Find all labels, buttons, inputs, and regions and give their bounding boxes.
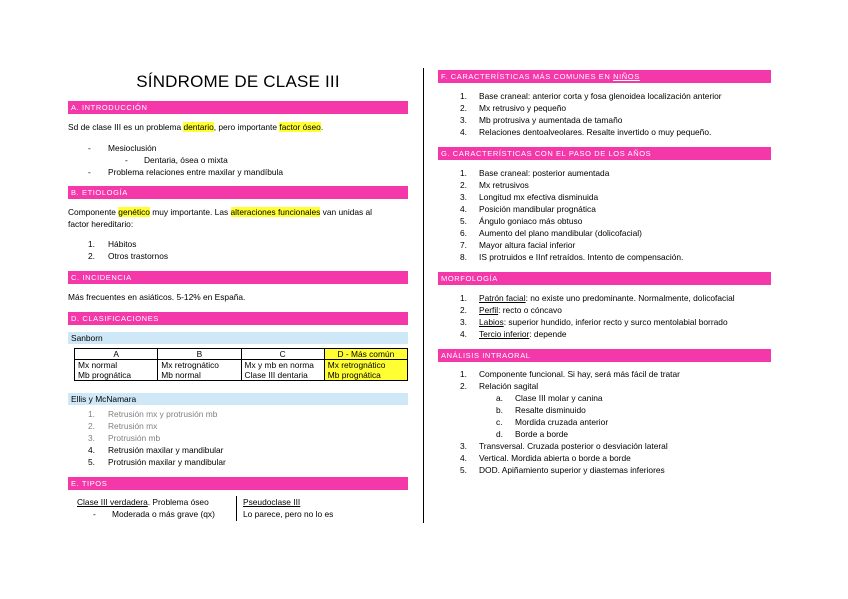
section-header-clasificaciones: D. CLASIFICACIONES <box>68 312 408 325</box>
list-item: c. <box>496 417 503 427</box>
list-item-label: Base craneal: posterior aumentada <box>479 168 610 178</box>
list-item-label: Mayor altura facial inferior <box>479 240 576 250</box>
list-item: 2. <box>460 381 467 391</box>
section-header-ninos <box>438 70 771 83</box>
table-cell: Mx retrognático <box>324 360 407 371</box>
list-item: 4. <box>460 453 467 463</box>
list-item: 4. <box>460 127 467 137</box>
morfologia-term: Tercio inferior <box>479 329 530 339</box>
list-item-label: Problema relaciones entre maxilar y mandíbula <box>108 167 284 177</box>
list-item-label: Transversal. Cruzada posterior o desviación lateral <box>479 441 668 451</box>
table-row <box>75 370 408 381</box>
morfologia-term: Labios <box>479 317 504 327</box>
list-item-label: Vertical. Mordida abierta o borde a borde <box>479 453 631 463</box>
header-ninos-text: F. CARACTERÍSTICAS MÁS COMUNES EN <box>441 72 614 81</box>
section-header-morfologia: MORFOLOGÍA <box>438 272 771 285</box>
list-item: 2. <box>88 251 95 261</box>
tipos-verdadera-label: Clase III verdadera <box>77 497 148 507</box>
list-item: 3. <box>88 433 95 443</box>
list-item: 1. <box>460 293 467 303</box>
ellis-label: Ellis y McNamara <box>68 393 408 405</box>
list-item-label: Aumento del plano mandibular (dolicofacial) <box>479 228 642 238</box>
section-header-etiologia: B. ETIOLOGÍA <box>68 186 408 199</box>
etiologia-text-pre: Componente <box>68 207 119 217</box>
list-item-label: Relaciones dentoalveolares. Resalte invertido o muy pequeño. <box>479 127 712 137</box>
table-cell: Mx retrognático <box>158 360 241 371</box>
table-cell: Mb prognática <box>75 370 158 381</box>
list-item-label: Mx retrusivos <box>479 180 529 190</box>
column-divider <box>423 68 424 523</box>
section-header-intro: A. INTRODUCCIÓN <box>68 101 408 114</box>
intro-text-pre: Sd de clase III es un problema <box>68 122 184 132</box>
etiologia-text-mid: muy importante. Las <box>149 207 231 217</box>
list-item-label: Retrusión maxilar y mandibular <box>108 445 224 455</box>
section-header-incidencia: C. INCIDENCIA <box>68 271 408 284</box>
list-item-label: Retrusión mx <box>108 421 158 431</box>
list-item: - <box>88 167 91 177</box>
etiologia-text <box>68 207 372 218</box>
table-cell: Mb prognática <box>324 370 407 381</box>
list-item: 3. <box>460 317 467 327</box>
list-item: - <box>125 155 128 165</box>
list-item: 1. <box>460 369 467 379</box>
list-item: 4. <box>460 204 467 214</box>
list-item: 1. <box>88 409 95 419</box>
list-item-label: Relación sagital <box>479 381 539 391</box>
intro-text-post: . <box>320 122 324 132</box>
list-item-label: Mesioclusión <box>108 143 157 153</box>
list-item: 1. <box>460 91 467 101</box>
list-item-label: DOD. Apiñamiento superior y diastemas inferiores <box>479 465 665 475</box>
list-item: a. <box>496 393 503 403</box>
incidencia-text: Más frecuentes en asiáticos. 5-12% en España. <box>68 292 246 302</box>
list-item: 2. <box>460 103 467 113</box>
list-item: 2. <box>88 421 95 431</box>
list-item-label <box>479 329 567 340</box>
highlight-factor-oseo: factor óseo <box>279 122 321 132</box>
list-item: - <box>93 509 96 519</box>
list-item-label: Clase III molar y canina <box>515 393 603 403</box>
morfologia-desc: : recto o cóncavo <box>498 305 562 315</box>
list-item-label: Mb protrusiva y aumentada de tamaño <box>479 115 623 125</box>
list-item: d. <box>496 429 503 439</box>
list-item-label: Protrusión mb <box>108 433 161 443</box>
page-title: SÍNDROME DE CLASE III <box>136 72 340 91</box>
list-item-label: Retrusión mx y protrusión mb <box>108 409 218 419</box>
list-item-label <box>479 317 728 328</box>
header-ninos-link: NIÑOS <box>613 72 640 81</box>
sanborn-label: Sanborn <box>68 332 408 344</box>
list-item-label <box>479 305 562 316</box>
morfologia-desc: : depende <box>529 329 567 339</box>
table-row <box>75 360 408 371</box>
list-item-label: Resalte disminuido <box>515 405 586 415</box>
morfologia-term: Patrón facial <box>479 293 526 303</box>
etiologia-text-2: factor hereditario: <box>68 219 134 229</box>
list-item-label: Posición mandibular prognática <box>479 204 596 214</box>
list-item: 1. <box>460 168 467 178</box>
list-item-label: Hábitos <box>108 239 137 249</box>
list-item: 1. <box>88 239 95 249</box>
section-header-analisis: ANÁLISIS INTRAORAL <box>438 349 771 362</box>
morfologia-desc: : no existe uno predominante. Normalmente, dolicofacial <box>525 293 735 303</box>
table-header-d: D - Más común <box>324 349 407 360</box>
table-header-b: B <box>158 349 241 360</box>
list-item: 3. <box>460 441 467 451</box>
table-cell: Clase III dentaria <box>241 370 324 381</box>
list-item: 5. <box>460 216 467 226</box>
highlight-genetico: genético <box>118 207 150 217</box>
table-cell: Mx y mb en norma <box>241 360 324 371</box>
intro-text-mid: , pero importante <box>213 122 280 132</box>
tipos-verdadera <box>77 497 209 508</box>
table-header-a: A <box>75 349 158 360</box>
list-item: 4. <box>460 329 467 339</box>
tipos-verdadera-text: . Problema óseo <box>147 497 209 507</box>
section-header-tipos: E. TIPOS <box>68 477 408 490</box>
table-cell: Mx normal <box>75 360 158 371</box>
list-item-label: Otros trastornos <box>108 251 169 261</box>
list-item-label: Moderada o más grave (qx) <box>112 509 215 519</box>
morfologia-term: Perfil <box>479 305 499 315</box>
list-item: 6. <box>460 228 467 238</box>
list-item: 3. <box>460 192 467 202</box>
etiologia-text-post: van unidas al <box>320 207 373 217</box>
list-item-label: Mx retrusivo y pequeño <box>479 103 567 113</box>
list-item-label: Base craneal: anterior corta y fosa glenoidea localización anterior <box>479 91 722 101</box>
list-item-label <box>479 293 735 304</box>
intro-text <box>68 122 323 133</box>
table-cell: Mb normal <box>158 370 241 381</box>
list-item: 8. <box>460 252 467 262</box>
table-header-c: C <box>241 349 324 360</box>
list-item: 5. <box>460 465 467 475</box>
list-item-label: IS protruidos e IInf retraídos. Intento de compensación. <box>479 252 684 262</box>
list-item: 4. <box>88 445 95 455</box>
list-item-label: Mordida cruzada anterior <box>515 417 609 427</box>
sanborn-table <box>74 348 408 381</box>
list-item: 3. <box>460 115 467 125</box>
highlight-alteraciones: alteraciones funcionales <box>230 207 321 217</box>
section-header-anos: G. CARACTERÍSTICAS CON EL PASO DE LOS AÑOS <box>438 147 771 160</box>
list-item: 7. <box>460 240 467 250</box>
list-item-label: Ángulo goniaco más obtuso <box>479 216 583 226</box>
tipos-pseudo-text: Lo parece, pero no lo es <box>243 509 334 519</box>
list-item-label: Componente funcional. Si hay, será más fácil de tratar <box>479 369 680 379</box>
list-item-label: Protrusión maxilar y mandibular <box>108 457 226 467</box>
list-item: 2. <box>460 305 467 315</box>
list-item: b. <box>496 405 503 415</box>
list-item-label: Borde a borde <box>515 429 569 439</box>
table-row <box>75 349 408 360</box>
tipos-divider <box>236 496 237 521</box>
list-item-label: Dentaria, ósea o mixta <box>144 155 228 165</box>
morfologia-desc: : superior hundido, inferior recto y surco mentolabial borrado <box>503 317 728 327</box>
list-item: 5. <box>88 457 95 467</box>
list-item: 2. <box>460 180 467 190</box>
list-item: - <box>88 143 91 153</box>
highlight-dentario: dentario <box>183 122 214 132</box>
list-item-label: Longitud mx efectiva disminuida <box>479 192 599 202</box>
tipos-pseudo-label: Pseudoclase III <box>243 497 301 507</box>
